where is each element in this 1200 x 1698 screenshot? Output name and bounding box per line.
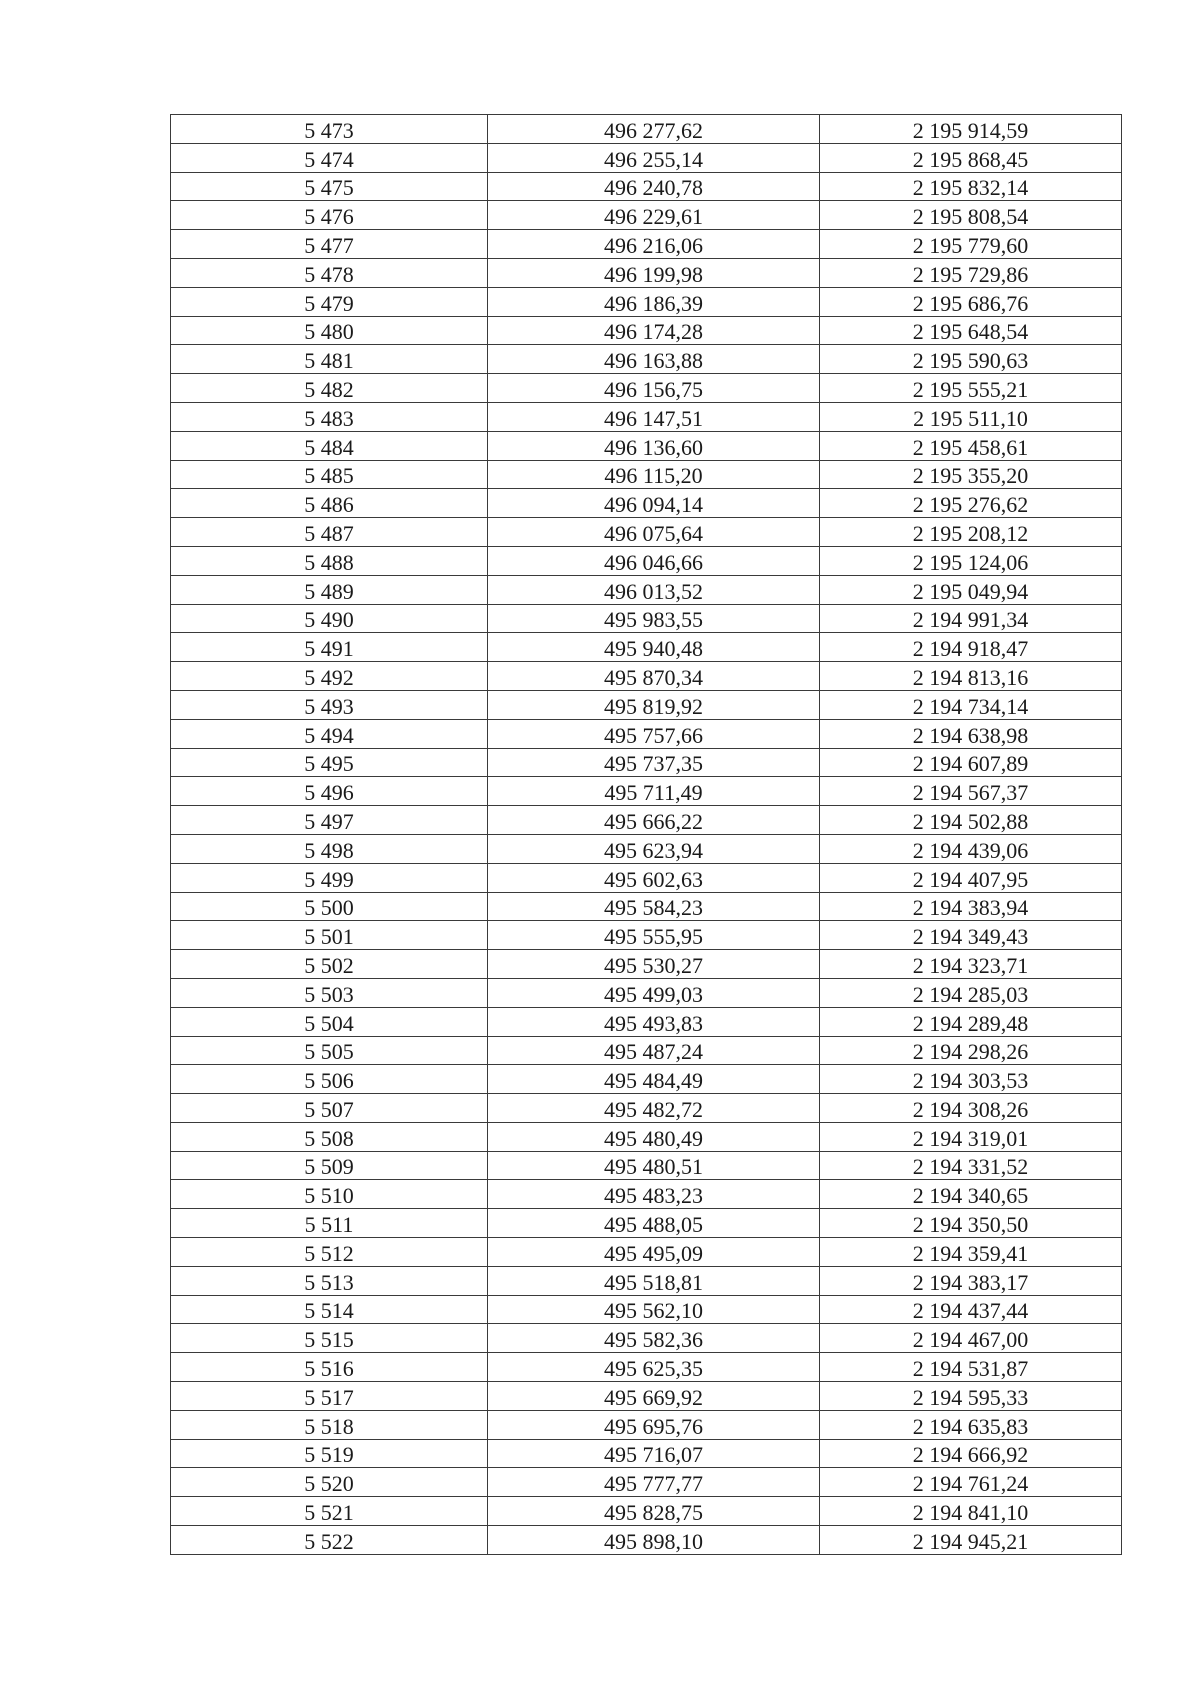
x-coordinate-cell: 495 737,35 (488, 748, 820, 777)
table-row (171, 258, 1122, 287)
y-coordinate-cell: 2 194 638,98 (820, 719, 1122, 748)
coordinates-table (170, 114, 1122, 1555)
point-number-cell: 5 503 (171, 978, 488, 1007)
table-row (171, 1036, 1122, 1065)
y-coordinate-cell: 2 194 303,53 (820, 1065, 1122, 1094)
x-coordinate-cell: 495 757,66 (488, 719, 820, 748)
table-row (171, 1410, 1122, 1439)
y-coordinate-cell: 2 194 319,01 (820, 1122, 1122, 1151)
point-number-cell: 5 519 (171, 1439, 488, 1468)
table-row (171, 1065, 1122, 1094)
y-coordinate-cell: 2 195 208,12 (820, 518, 1122, 547)
y-coordinate-cell: 2 194 734,14 (820, 690, 1122, 719)
x-coordinate-cell: 495 480,49 (488, 1122, 820, 1151)
x-coordinate-cell: 496 013,52 (488, 575, 820, 604)
table-row (171, 546, 1122, 575)
table-row (171, 1468, 1122, 1497)
coordinates-table-body (171, 115, 1122, 1555)
x-coordinate-cell: 495 488,05 (488, 1209, 820, 1238)
y-coordinate-cell: 2 194 359,41 (820, 1238, 1122, 1267)
x-coordinate-cell: 495 499,03 (488, 978, 820, 1007)
y-coordinate-cell: 2 195 276,62 (820, 489, 1122, 518)
table-row (171, 1266, 1122, 1295)
x-coordinate-cell: 495 711,49 (488, 777, 820, 806)
y-coordinate-cell: 2 195 779,60 (820, 230, 1122, 259)
point-number-cell: 5 491 (171, 633, 488, 662)
table-row (171, 978, 1122, 1007)
point-number-cell: 5 514 (171, 1295, 488, 1324)
y-coordinate-cell: 2 195 555,21 (820, 374, 1122, 403)
point-number-cell: 5 489 (171, 575, 488, 604)
y-coordinate-cell: 2 195 590,63 (820, 345, 1122, 374)
y-coordinate-cell: 2 194 340,65 (820, 1180, 1122, 1209)
x-coordinate-cell: 495 518,81 (488, 1266, 820, 1295)
table-row (171, 402, 1122, 431)
x-coordinate-cell: 496 094,14 (488, 489, 820, 518)
table-row (171, 748, 1122, 777)
x-coordinate-cell: 496 115,20 (488, 460, 820, 489)
y-coordinate-cell: 2 194 666,92 (820, 1439, 1122, 1468)
point-number-cell: 5 477 (171, 230, 488, 259)
y-coordinate-cell: 2 194 595,33 (820, 1382, 1122, 1411)
table-row (171, 489, 1122, 518)
table-row (171, 719, 1122, 748)
table-row (171, 1526, 1122, 1555)
y-coordinate-cell: 2 195 458,61 (820, 431, 1122, 460)
y-coordinate-cell: 2 194 531,87 (820, 1353, 1122, 1382)
x-coordinate-cell: 496 075,64 (488, 518, 820, 547)
point-number-cell: 5 520 (171, 1468, 488, 1497)
x-coordinate-cell: 495 940,48 (488, 633, 820, 662)
point-number-cell: 5 501 (171, 921, 488, 950)
x-coordinate-cell: 495 493,83 (488, 1007, 820, 1036)
y-coordinate-cell: 2 194 991,34 (820, 604, 1122, 633)
point-number-cell: 5 507 (171, 1094, 488, 1123)
point-number-cell: 5 522 (171, 1526, 488, 1555)
y-coordinate-cell: 2 194 467,00 (820, 1324, 1122, 1353)
y-coordinate-cell: 2 194 567,37 (820, 777, 1122, 806)
table-row (171, 892, 1122, 921)
point-number-cell: 5 502 (171, 950, 488, 979)
table-row (171, 1295, 1122, 1324)
point-number-cell: 5 508 (171, 1122, 488, 1151)
x-coordinate-cell: 496 174,28 (488, 316, 820, 345)
point-number-cell: 5 480 (171, 316, 488, 345)
y-coordinate-cell: 2 194 383,94 (820, 892, 1122, 921)
x-coordinate-cell: 495 495,09 (488, 1238, 820, 1267)
y-coordinate-cell: 2 194 945,21 (820, 1526, 1122, 1555)
table-row (171, 604, 1122, 633)
point-number-cell: 5 484 (171, 431, 488, 460)
y-coordinate-cell: 2 194 607,89 (820, 748, 1122, 777)
point-number-cell: 5 515 (171, 1324, 488, 1353)
table-row (171, 1122, 1122, 1151)
x-coordinate-cell: 496 240,78 (488, 172, 820, 201)
table-row (171, 431, 1122, 460)
y-coordinate-cell: 2 194 323,71 (820, 950, 1122, 979)
x-coordinate-cell: 496 216,06 (488, 230, 820, 259)
y-coordinate-cell: 2 194 407,95 (820, 863, 1122, 892)
point-number-cell: 5 476 (171, 201, 488, 230)
y-coordinate-cell: 2 195 355,20 (820, 460, 1122, 489)
table-row (171, 1324, 1122, 1353)
y-coordinate-cell: 2 194 761,24 (820, 1468, 1122, 1497)
table-row (171, 633, 1122, 662)
y-coordinate-cell: 2 195 648,54 (820, 316, 1122, 345)
x-coordinate-cell: 496 156,75 (488, 374, 820, 403)
table-row (171, 863, 1122, 892)
x-coordinate-cell: 496 147,51 (488, 402, 820, 431)
table-row (171, 1151, 1122, 1180)
point-number-cell: 5 499 (171, 863, 488, 892)
x-coordinate-cell: 495 602,63 (488, 863, 820, 892)
y-coordinate-cell: 2 195 868,45 (820, 143, 1122, 172)
point-number-cell: 5 510 (171, 1180, 488, 1209)
x-coordinate-cell: 495 584,23 (488, 892, 820, 921)
table-row (171, 1382, 1122, 1411)
point-number-cell: 5 498 (171, 834, 488, 863)
table-row (171, 1238, 1122, 1267)
point-number-cell: 5 485 (171, 460, 488, 489)
y-coordinate-cell: 2 194 813,16 (820, 662, 1122, 691)
point-number-cell: 5 482 (171, 374, 488, 403)
table-row (171, 921, 1122, 950)
table-row (171, 1209, 1122, 1238)
point-number-cell: 5 505 (171, 1036, 488, 1065)
table-row (171, 345, 1122, 374)
y-coordinate-cell: 2 195 686,76 (820, 287, 1122, 316)
point-number-cell: 5 521 (171, 1497, 488, 1526)
table-row (171, 460, 1122, 489)
x-coordinate-cell: 495 555,95 (488, 921, 820, 950)
x-coordinate-cell: 495 819,92 (488, 690, 820, 719)
y-coordinate-cell: 2 195 124,06 (820, 546, 1122, 575)
y-coordinate-cell: 2 194 298,26 (820, 1036, 1122, 1065)
point-number-cell: 5 495 (171, 748, 488, 777)
x-coordinate-cell: 496 199,98 (488, 258, 820, 287)
point-number-cell: 5 516 (171, 1353, 488, 1382)
point-number-cell: 5 492 (171, 662, 488, 691)
table-row (171, 662, 1122, 691)
table-row (171, 1180, 1122, 1209)
table-row (171, 575, 1122, 604)
y-coordinate-cell: 2 194 918,47 (820, 633, 1122, 662)
x-coordinate-cell: 496 186,39 (488, 287, 820, 316)
point-number-cell: 5 473 (171, 115, 488, 144)
table-row (171, 316, 1122, 345)
point-number-cell: 5 483 (171, 402, 488, 431)
y-coordinate-cell: 2 194 350,50 (820, 1209, 1122, 1238)
y-coordinate-cell: 2 194 349,43 (820, 921, 1122, 950)
x-coordinate-cell: 495 484,49 (488, 1065, 820, 1094)
x-coordinate-cell: 495 828,75 (488, 1497, 820, 1526)
point-number-cell: 5 478 (171, 258, 488, 287)
point-number-cell: 5 506 (171, 1065, 488, 1094)
table-row (171, 201, 1122, 230)
y-coordinate-cell: 2 195 808,54 (820, 201, 1122, 230)
table-row (171, 806, 1122, 835)
point-number-cell: 5 475 (171, 172, 488, 201)
table-row (171, 1353, 1122, 1382)
y-coordinate-cell: 2 195 729,86 (820, 258, 1122, 287)
point-number-cell: 5 481 (171, 345, 488, 374)
point-number-cell: 5 518 (171, 1410, 488, 1439)
x-coordinate-cell: 495 625,35 (488, 1353, 820, 1382)
point-number-cell: 5 494 (171, 719, 488, 748)
table-row (171, 1497, 1122, 1526)
table-row (171, 374, 1122, 403)
point-number-cell: 5 496 (171, 777, 488, 806)
table-row (171, 172, 1122, 201)
point-number-cell: 5 509 (171, 1151, 488, 1180)
point-number-cell: 5 500 (171, 892, 488, 921)
y-coordinate-cell: 2 194 308,26 (820, 1094, 1122, 1123)
x-coordinate-cell: 495 530,27 (488, 950, 820, 979)
point-number-cell: 5 487 (171, 518, 488, 547)
x-coordinate-cell: 496 136,60 (488, 431, 820, 460)
y-coordinate-cell: 2 195 914,59 (820, 115, 1122, 144)
table-row (171, 777, 1122, 806)
table-row (171, 115, 1122, 144)
x-coordinate-cell: 496 163,88 (488, 345, 820, 374)
table-row (171, 143, 1122, 172)
y-coordinate-cell: 2 195 511,10 (820, 402, 1122, 431)
x-coordinate-cell: 495 898,10 (488, 1526, 820, 1555)
y-coordinate-cell: 2 194 285,03 (820, 978, 1122, 1007)
table-row (171, 1007, 1122, 1036)
point-number-cell: 5 517 (171, 1382, 488, 1411)
point-number-cell: 5 504 (171, 1007, 488, 1036)
table-row (171, 518, 1122, 547)
x-coordinate-cell: 496 277,62 (488, 115, 820, 144)
x-coordinate-cell: 495 983,55 (488, 604, 820, 633)
point-number-cell: 5 474 (171, 143, 488, 172)
y-coordinate-cell: 2 194 437,44 (820, 1295, 1122, 1324)
y-coordinate-cell: 2 194 635,83 (820, 1410, 1122, 1439)
y-coordinate-cell: 2 194 439,06 (820, 834, 1122, 863)
y-coordinate-cell: 2 194 331,52 (820, 1151, 1122, 1180)
table-row (171, 287, 1122, 316)
x-coordinate-cell: 495 777,77 (488, 1468, 820, 1497)
x-coordinate-cell: 496 255,14 (488, 143, 820, 172)
x-coordinate-cell: 495 562,10 (488, 1295, 820, 1324)
x-coordinate-cell: 495 870,34 (488, 662, 820, 691)
point-number-cell: 5 488 (171, 546, 488, 575)
x-coordinate-cell: 495 582,36 (488, 1324, 820, 1353)
x-coordinate-cell: 495 695,76 (488, 1410, 820, 1439)
x-coordinate-cell: 495 482,72 (488, 1094, 820, 1123)
y-coordinate-cell: 2 195 049,94 (820, 575, 1122, 604)
point-number-cell: 5 513 (171, 1266, 488, 1295)
x-coordinate-cell: 495 716,07 (488, 1439, 820, 1468)
x-coordinate-cell: 495 487,24 (488, 1036, 820, 1065)
point-number-cell: 5 512 (171, 1238, 488, 1267)
point-number-cell: 5 497 (171, 806, 488, 835)
point-number-cell: 5 486 (171, 489, 488, 518)
x-coordinate-cell: 496 046,66 (488, 546, 820, 575)
table-row (171, 834, 1122, 863)
table-row (171, 950, 1122, 979)
x-coordinate-cell: 495 480,51 (488, 1151, 820, 1180)
table-row (171, 690, 1122, 719)
x-coordinate-cell: 496 229,61 (488, 201, 820, 230)
y-coordinate-cell: 2 194 841,10 (820, 1497, 1122, 1526)
y-coordinate-cell: 2 194 502,88 (820, 806, 1122, 835)
point-number-cell: 5 490 (171, 604, 488, 633)
point-number-cell: 5 479 (171, 287, 488, 316)
y-coordinate-cell: 2 195 832,14 (820, 172, 1122, 201)
table-row (171, 1094, 1122, 1123)
x-coordinate-cell: 495 483,23 (488, 1180, 820, 1209)
table-row (171, 230, 1122, 259)
x-coordinate-cell: 495 623,94 (488, 834, 820, 863)
y-coordinate-cell: 2 194 383,17 (820, 1266, 1122, 1295)
x-coordinate-cell: 495 666,22 (488, 806, 820, 835)
table-row (171, 1439, 1122, 1468)
point-number-cell: 5 493 (171, 690, 488, 719)
y-coordinate-cell: 2 194 289,48 (820, 1007, 1122, 1036)
x-coordinate-cell: 495 669,92 (488, 1382, 820, 1411)
point-number-cell: 5 511 (171, 1209, 488, 1238)
